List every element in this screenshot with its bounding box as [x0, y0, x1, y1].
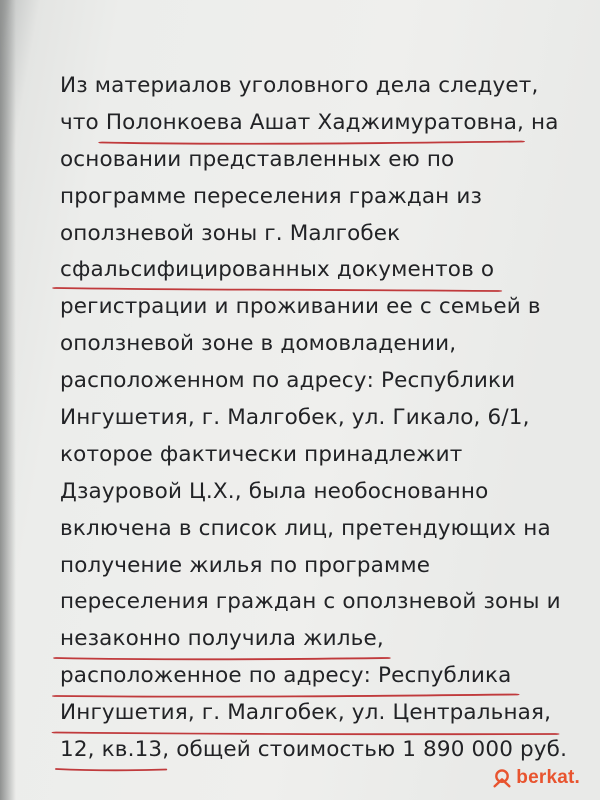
line-text: , общей стоимостью 1 890 000 руб. [162, 737, 568, 763]
underlined-phrase: Ингушетия, г. Малгобек, ул. Центральная, [60, 695, 551, 732]
line-text: основании представленных ею по [60, 146, 455, 172]
text-line [60, 437, 600, 474]
line-text: программе переселения граждан из [60, 183, 483, 209]
line-text: Из материалов уголовного дела следует, [60, 73, 539, 98]
text-line [60, 658, 600, 695]
text-line [60, 511, 600, 548]
text-line [60, 695, 600, 732]
berkat-watermark [491, 766, 580, 790]
paper-edge-shadow [0, 0, 16, 800]
text-line [60, 621, 600, 658]
underlined-phrase: расположенное по адресу: Республика [60, 658, 511, 695]
line-text: включена в список лиц, претендующих на [60, 515, 551, 541]
underlined-phrase: сфальсифицированных документов о [60, 252, 494, 289]
text-line [60, 326, 600, 363]
text-line [60, 142, 600, 179]
text-line [60, 105, 600, 142]
text-line [60, 548, 600, 585]
underlined-phrase: 12, кв.13 [60, 732, 162, 769]
underlined-name: Полонкоева Ашат Хаджимуратовна [106, 105, 517, 142]
text-line [60, 179, 600, 216]
document-text [60, 68, 600, 769]
line-text: регистрации и проживании ее с семьей в [60, 294, 541, 320]
line-text: Дзауровой Ц.Х., была необоснованно [60, 478, 489, 504]
text-line [60, 400, 600, 437]
line-text: переселения граждан с оползневой зоны и [60, 589, 561, 615]
line-text: которое фактически принадлежит [60, 441, 463, 467]
berkat-logo-icon [491, 767, 513, 789]
text-line [60, 252, 600, 289]
text-line [60, 584, 600, 621]
text-line [60, 289, 600, 326]
line-text: что [60, 109, 106, 135]
line-text: оползневой зоны г. Малгобек [60, 220, 401, 246]
line-text: Ингушетия, г. Малгобек, ул. Гикало, 6/1, [60, 405, 530, 431]
text-line [60, 68, 600, 105]
text-line [60, 363, 600, 400]
line-text: оползневой зоне в домовладении, [60, 331, 457, 357]
text-line [60, 474, 600, 511]
berkat-logo-text: berkat. [516, 767, 580, 788]
line-text: , на [517, 109, 559, 135]
line-text: получение жилья по программе [60, 552, 431, 578]
text-line [60, 732, 600, 769]
text-line [60, 216, 600, 253]
underlined-phrase: незаконно получила жилье, [60, 621, 384, 658]
line-text: расположенном по адресу: Республики [60, 368, 516, 394]
